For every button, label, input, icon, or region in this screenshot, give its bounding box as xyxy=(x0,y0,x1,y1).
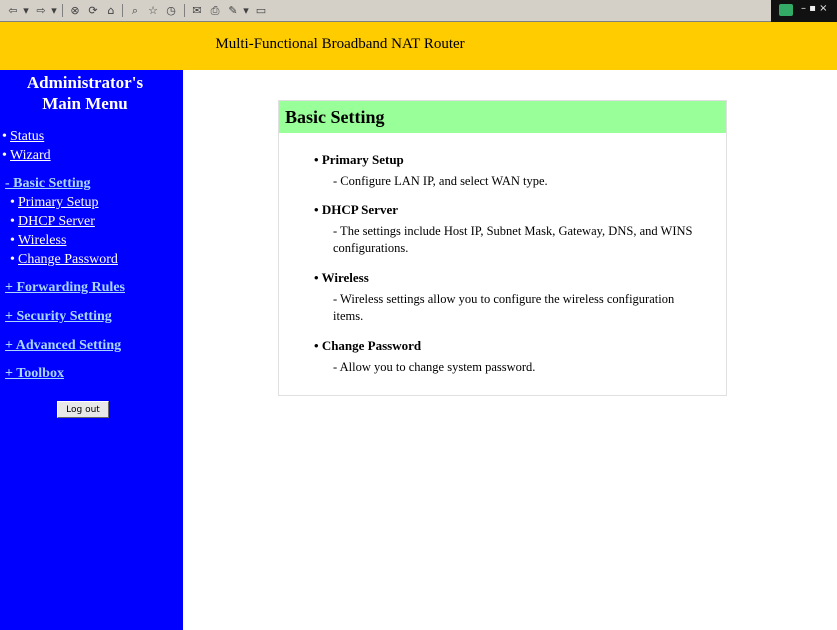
window-controls-icon[interactable]: – ▪ × xyxy=(801,3,828,14)
print-icon[interactable]: ⎙ xyxy=(210,4,220,17)
browser-toolbar xyxy=(0,0,837,22)
bullet-icon: • xyxy=(2,129,7,144)
sidebar-item-change-password[interactable] xyxy=(10,252,118,268)
bullet-icon: • xyxy=(2,148,7,163)
section-title-text: DHCP Server xyxy=(321,202,398,217)
favorites-icon[interactable]: ☆ xyxy=(148,4,158,17)
sidebar-item-label: + Advanced Setting xyxy=(5,338,122,353)
edit-icon[interactable]: ✎ xyxy=(228,4,238,17)
windows-logo-icon xyxy=(779,4,793,16)
discuss-icon[interactable]: ▭ xyxy=(255,4,267,17)
sidebar-item-wireless[interactable] xyxy=(10,233,66,249)
section-title-text: Change Password xyxy=(321,338,422,353)
sidebar-item-dhcp-server[interactable] xyxy=(10,214,95,230)
home-icon[interactable]: ⌂ xyxy=(107,4,115,17)
back-icon[interactable]: ⇦ xyxy=(8,4,18,17)
dropdown-icon[interactable]: ▾ xyxy=(23,4,29,17)
bullet-icon: • xyxy=(10,214,15,229)
section-title-primary-setup: • Primary Setup xyxy=(314,152,404,167)
page-title: Multi-Functional Broadband NAT Router xyxy=(215,36,465,52)
stop-icon[interactable]: ⊗ xyxy=(70,4,80,17)
sidebar-item-label: - Basic Setting xyxy=(5,176,91,191)
sidebar-item-toolbox[interactable] xyxy=(5,366,64,382)
sidebar-item-label: Status xyxy=(10,129,45,144)
section-title-change-password: • Change Password xyxy=(314,338,422,353)
menu-title xyxy=(0,72,170,114)
dropdown-icon[interactable]: ▾ xyxy=(51,4,57,17)
browser-logo xyxy=(771,0,837,22)
panel-title: Basic Setting xyxy=(285,107,385,127)
bullet-icon: • xyxy=(10,195,15,210)
sidebar-item-advanced-setting[interactable] xyxy=(5,338,121,354)
section-title-dhcp-server: • DHCP Server xyxy=(314,202,398,217)
section-desc-wireless: - Wireless settings allow you to configure the wireless configuration items. xyxy=(333,292,675,323)
panel-header xyxy=(279,101,726,133)
sidebar-item-label: + Forwarding Rules xyxy=(5,280,125,295)
section-title-text: Primary Setup xyxy=(321,152,404,167)
mail-icon[interactable]: ✉ xyxy=(192,4,202,17)
sidebar-item-wizard[interactable] xyxy=(2,148,51,164)
sidebar-item-status[interactable] xyxy=(2,129,44,145)
bullet-icon: • xyxy=(10,252,15,267)
bullet-icon: • xyxy=(10,233,15,248)
sidebar-item-forwarding-rules[interactable] xyxy=(5,280,125,296)
section-title-text: Wireless xyxy=(321,270,369,285)
sidebar-item-basic-setting[interactable] xyxy=(5,176,91,192)
sidebar-item-label: DHCP Server xyxy=(18,214,95,229)
toolbar-separator xyxy=(62,4,63,17)
section-desc-change-password: - Allow you to change system password. xyxy=(333,360,536,374)
sidebar-item-primary-setup[interactable] xyxy=(10,195,99,211)
sidebar-item-label: Change Password xyxy=(18,252,118,267)
logout-button[interactable]: Log out xyxy=(57,401,109,418)
history-icon[interactable]: ◷ xyxy=(166,4,176,17)
search-icon[interactable]: ⌕ xyxy=(131,4,139,17)
forward-icon[interactable]: ⇨ xyxy=(36,4,46,17)
sidebar-item-label: Wizard xyxy=(10,148,51,163)
sidebar-item-label: Primary Setup xyxy=(18,195,99,210)
sidebar-item-label: Wireless xyxy=(18,233,67,248)
toolbar-separator xyxy=(184,4,185,17)
sidebar-item-label: + Security Setting xyxy=(5,309,112,324)
sidebar-item-label: + Toolbox xyxy=(5,366,64,381)
page-header xyxy=(0,22,837,70)
sidebar-item-security-setting[interactable] xyxy=(5,309,112,325)
section-desc-dhcp-server: - The settings include Host IP, Subnet Mask, Gateway, DNS, and WINS configurations. xyxy=(333,224,693,255)
sidebar xyxy=(0,70,183,630)
refresh-icon[interactable]: ⟳ xyxy=(88,4,98,17)
section-desc-primary-setup: - Configure LAN IP, and select WAN type. xyxy=(333,174,548,188)
toolbar-separator xyxy=(122,4,123,17)
dropdown-icon[interactable]: ▾ xyxy=(243,4,249,17)
section-title-wireless: • Wireless xyxy=(314,270,369,285)
menu-title-line1: Administrator's xyxy=(26,73,144,92)
basic-setting-panel xyxy=(278,100,727,396)
menu-title-line2: Main Menu xyxy=(42,94,128,113)
